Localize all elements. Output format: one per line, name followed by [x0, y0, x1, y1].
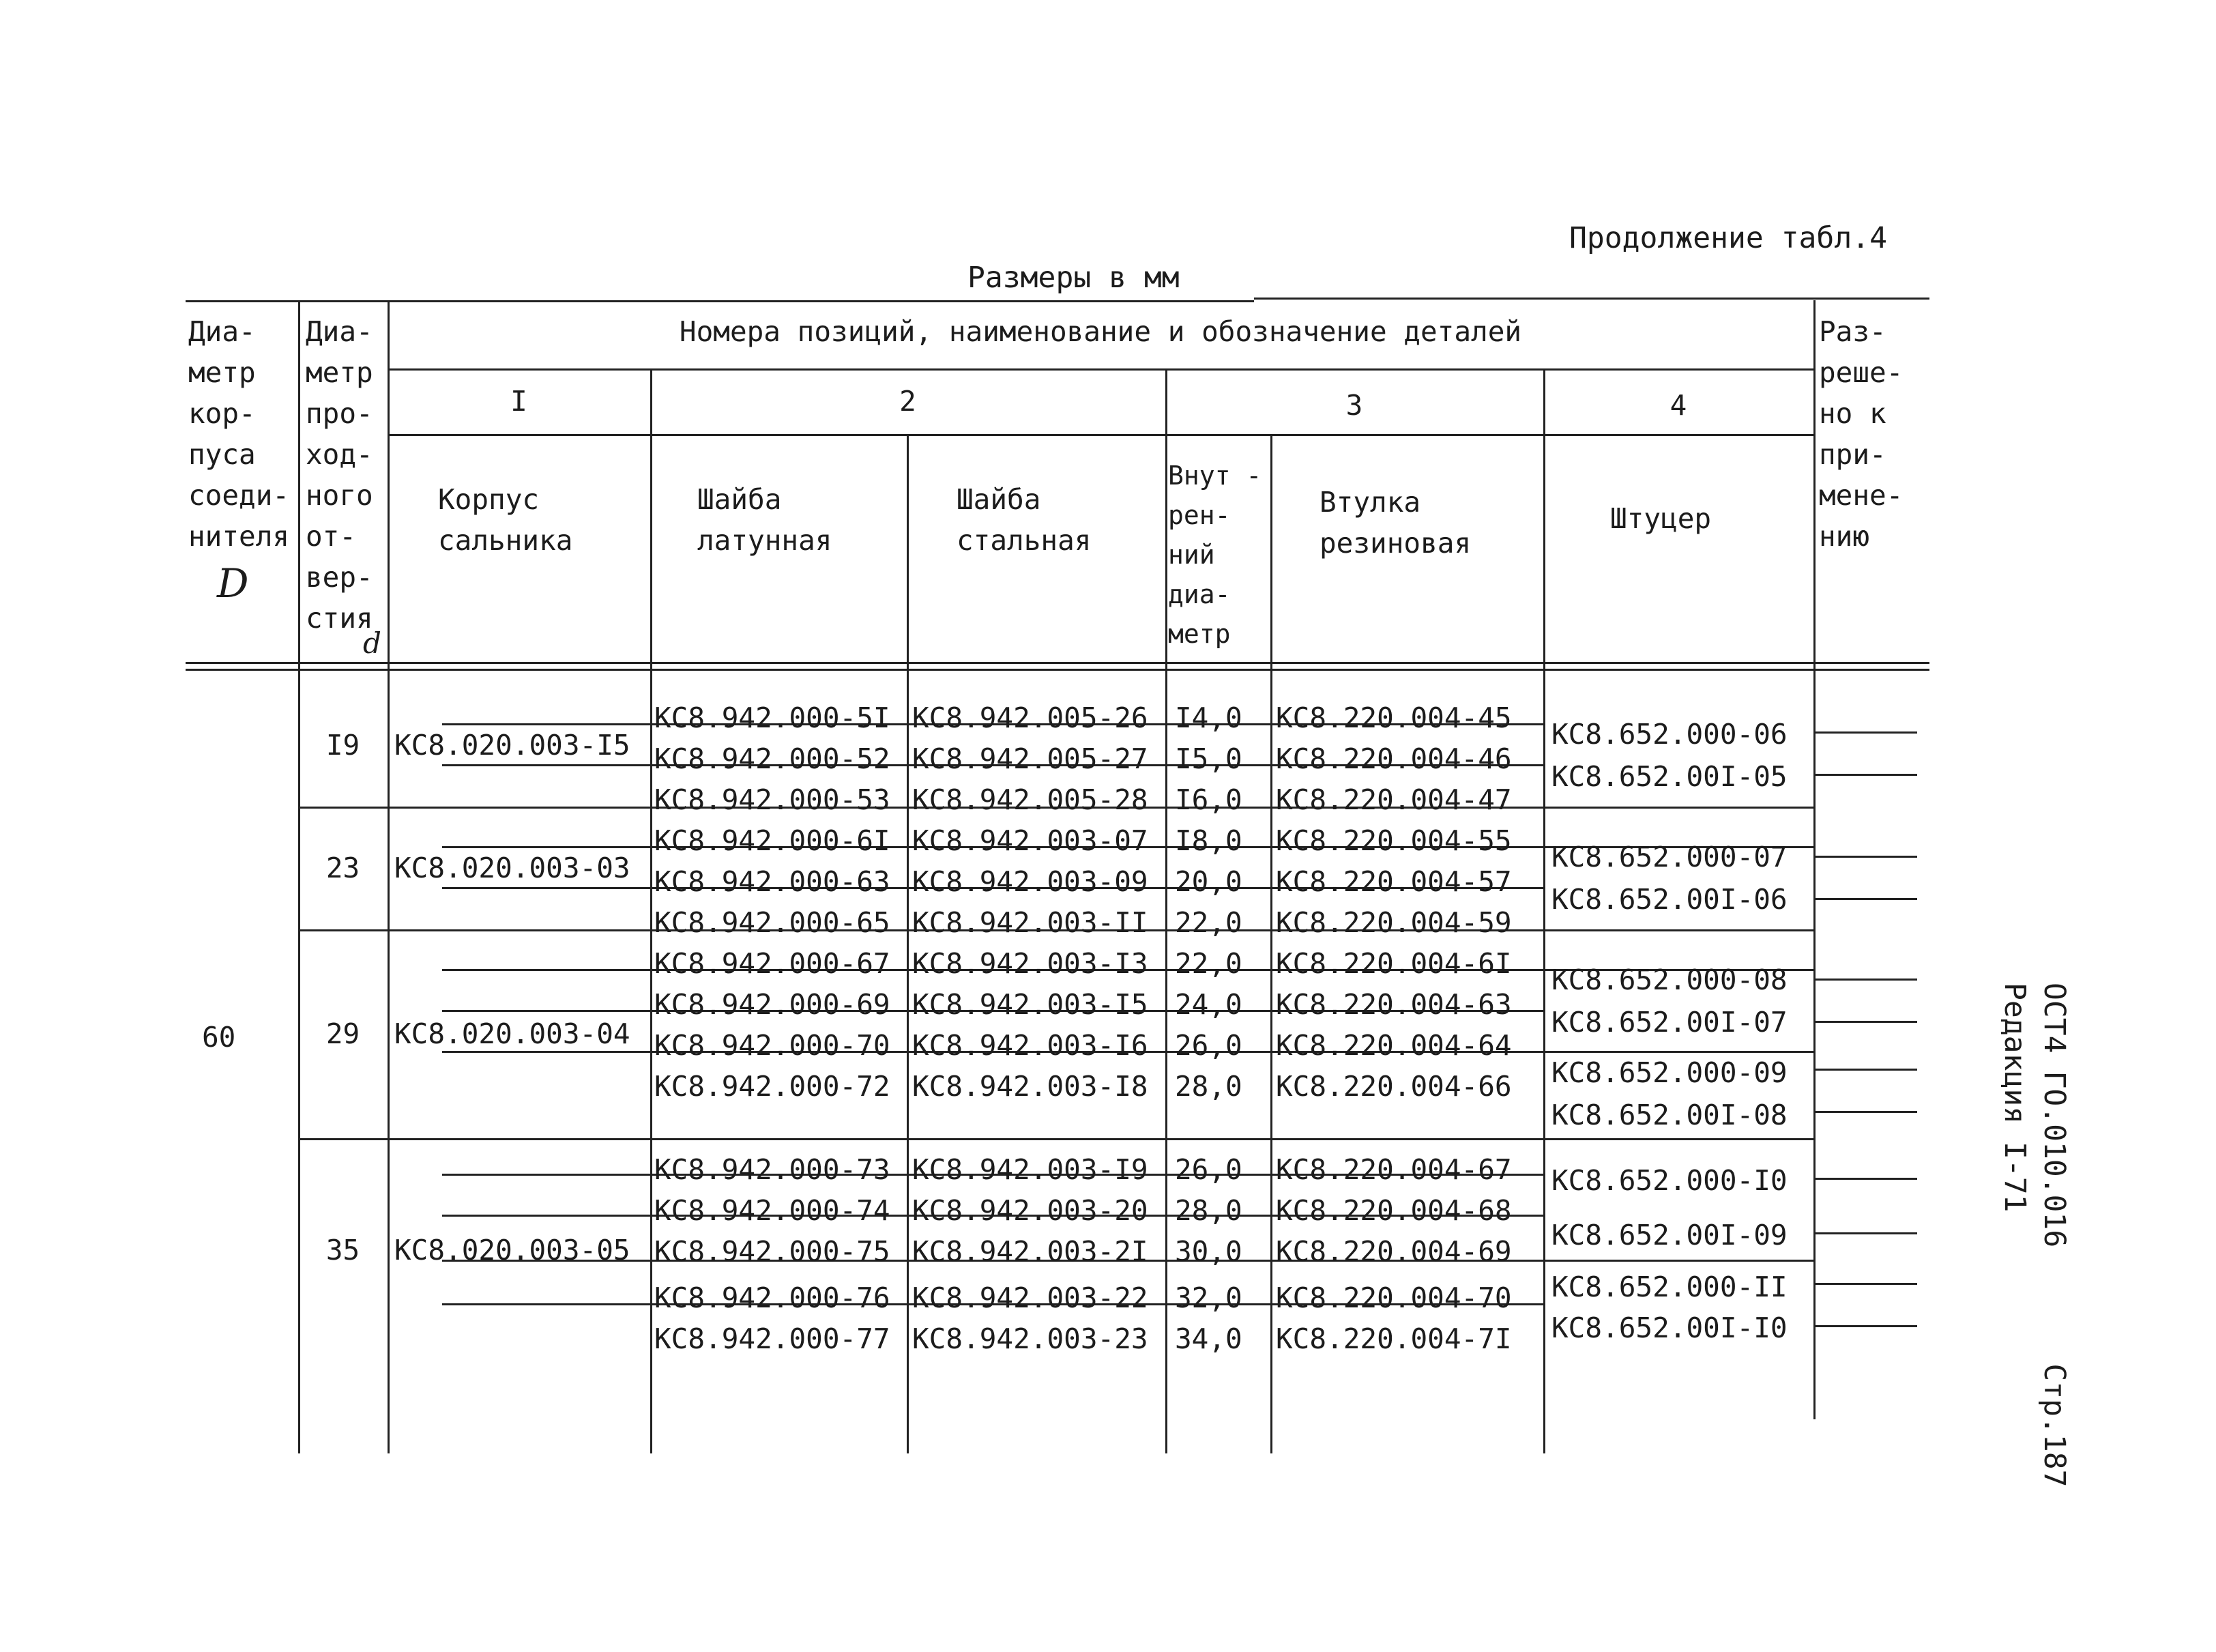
steel-washer-code: КС8.942.003-09 [912, 865, 1148, 898]
inner-diameter-value: 26,0 [1175, 1153, 1242, 1186]
units-label: Размеры в мм [967, 261, 1180, 295]
fitting-code: КС8.652.000-II [1551, 1271, 1788, 1303]
rubber-bushing-code: КС8.220.004-64 [1276, 1029, 1512, 1062]
allowed-line [1813, 774, 1917, 776]
allowed-line [1813, 979, 1917, 981]
header-double-line [186, 662, 1929, 664]
header-brass-washer: Шайба [697, 483, 782, 516]
header-steel-washer: стальная [957, 524, 1092, 557]
rubber-bushing-code: КС8.220.004-57 [1276, 865, 1512, 898]
inner-diameter-value: 22,0 [1175, 906, 1242, 939]
steel-washer-code: КС8.942.003-22 [912, 1281, 1148, 1314]
allowed-line [1813, 731, 1917, 734]
fitting-code: КС8.652.00I-06 [1551, 883, 1788, 916]
allowed-line [1813, 1021, 1917, 1023]
brass-washer-code: КС8.942.000-75 [654, 1235, 890, 1268]
position-number: 2 [899, 385, 916, 418]
rubber-bushing-code: КС8.220.004-59 [1276, 906, 1512, 939]
brass-washer-code: КС8.942.000-77 [654, 1322, 890, 1355]
header-body-diameter: соеди- [188, 479, 290, 512]
header-body-diameter: метр [188, 356, 256, 389]
steel-washer-code: КС8.942.003-I8 [912, 1070, 1148, 1103]
header-inner-diameter: ний [1168, 540, 1215, 570]
rubber-bushing-code: КС8.220.004-63 [1276, 988, 1512, 1021]
inner-diameter-value: 28,0 [1175, 1194, 1242, 1227]
brass-washer-code: КС8.942.000-63 [654, 865, 890, 898]
column-line [388, 300, 390, 1453]
brass-washer-code: КС8.942.000-72 [654, 1070, 890, 1103]
table-top-line [1254, 298, 1929, 300]
header-body-diameter: кор- [188, 397, 256, 430]
row-divider [1543, 1260, 1813, 1262]
fitting-code: КС8.652.000-I0 [1551, 1164, 1788, 1197]
brass-washer-code: КС8.942.000-67 [654, 947, 890, 980]
rubber-bushing-code: КС8.220.004-66 [1276, 1070, 1512, 1103]
header-allowed: реше- [1819, 356, 1904, 389]
brass-washer-code: КС8.942.000-73 [654, 1153, 890, 1186]
header-brass-washer: латунная [697, 524, 832, 557]
allowed-line [1813, 1178, 1917, 1180]
header-body-diameter: нителя [188, 520, 290, 553]
column-line [1165, 368, 1167, 1453]
inner-diameter-value: 30,0 [1175, 1235, 1242, 1268]
bore-diameter-value: 35 [325, 1234, 360, 1266]
steel-washer-code: КС8.942.005-26 [912, 701, 1148, 734]
steel-washer-code: КС8.942.003-I9 [912, 1153, 1148, 1186]
rubber-bushing-code: КС8.220.004-46 [1276, 742, 1512, 775]
inner-diameter-value: 20,0 [1175, 865, 1242, 898]
rubber-bushing-code: КС8.220.004-70 [1276, 1281, 1512, 1314]
brass-washer-code: КС8.942.000-52 [654, 742, 890, 775]
page-number: Стр.187 [2037, 1363, 2071, 1488]
brass-washer-code: КС8.942.000-53 [654, 783, 890, 816]
rubber-bushing-code: КС8.220.004-45 [1276, 701, 1512, 734]
header-gland-body: сальника [438, 524, 573, 557]
standard-code: ОСТ4 ГО.010.016 [2037, 983, 2071, 1248]
header-bore-diameter: метр [306, 356, 373, 389]
inner-diameter-value: 28,0 [1175, 1070, 1242, 1103]
allowed-line [1813, 898, 1917, 900]
fitting-code: КС8.652.000-09 [1551, 1056, 1788, 1089]
allowed-line [1813, 1283, 1917, 1285]
inner-diameter-value: 22,0 [1175, 947, 1242, 980]
bore-diameter-value: 29 [325, 1017, 360, 1050]
steel-washer-code: КС8.942.005-27 [912, 742, 1148, 775]
inner-diameter-value: 26,0 [1175, 1029, 1242, 1062]
header-inner-diameter: рен- [1168, 500, 1231, 530]
inner-diameter-value: I6,0 [1175, 783, 1242, 816]
header-bore-diameter: Диа- [306, 315, 373, 348]
fitting-code: КС8.652.000-08 [1551, 963, 1788, 996]
gland-body-code: КС8.020.003-05 [394, 1234, 630, 1266]
header-double-line [186, 669, 1929, 671]
position-number: 4 [1670, 389, 1687, 422]
steel-washer-code: КС8.942.003-I3 [912, 947, 1148, 980]
column-line [907, 434, 909, 1453]
header-steel-washer: Шайба [957, 483, 1041, 516]
header-allowed: мене- [1819, 479, 1904, 512]
header-inner-diameter: диа- [1168, 579, 1231, 609]
fitting-code: КС8.652.00I-08 [1551, 1099, 1788, 1131]
header-allowed: но к [1819, 397, 1886, 430]
edition-label: Редакция I-71 [1998, 983, 2032, 1213]
table-top-line [186, 300, 1254, 302]
column-line [1270, 434, 1272, 1453]
header-allowed: нию [1819, 520, 1870, 553]
steel-washer-code: КС8.942.003-07 [912, 824, 1148, 857]
allowed-line [1813, 856, 1917, 858]
inner-diameter-value: 32,0 [1175, 1281, 1242, 1314]
header-body-diameter: пуса [188, 438, 256, 471]
inner-diameter-value: 24,0 [1175, 988, 1242, 1021]
bore-diameter-value: 23 [325, 852, 360, 884]
allowed-line [1813, 1111, 1917, 1113]
inner-diameter-value: 34,0 [1175, 1322, 1242, 1355]
rubber-bushing-code: КС8.220.004-68 [1276, 1194, 1512, 1227]
fitting-code: КС8.652.00I-05 [1551, 760, 1788, 793]
position-number: 3 [1345, 389, 1363, 422]
allowed-line [1813, 1069, 1917, 1071]
steel-washer-code: КС8.942.003-I6 [912, 1029, 1148, 1062]
brass-washer-code: КС8.942.000-74 [654, 1194, 890, 1227]
header-inner-diameter: метр [1168, 619, 1231, 649]
steel-washer-code: КС8.942.003-20 [912, 1194, 1148, 1227]
header-gland-body: Корпус [438, 483, 540, 516]
side-note [1995, 983, 2074, 1488]
steel-washer-code: КС8.942.005-28 [912, 783, 1148, 816]
symbol-d: d [363, 626, 381, 660]
steel-washer-code: КС8.942.003-II [912, 906, 1148, 939]
gland-body-code: КС8.020.003-04 [394, 1017, 630, 1050]
brass-washer-code: КС8.942.000-65 [654, 906, 890, 939]
steel-washer-code: КС8.942.003-I5 [912, 988, 1148, 1021]
header-bore-diameter: ход- [306, 438, 373, 471]
allowed-line [1813, 1325, 1917, 1327]
header-rubber-bushing: Втулка [1320, 486, 1421, 519]
group-divider [298, 1138, 1813, 1140]
header-bore-diameter: стия [306, 602, 373, 635]
brass-washer-code: КС8.942.000-69 [654, 988, 890, 1021]
inner-diameter-value: I5,0 [1175, 742, 1242, 775]
header-bore-diameter: от- [306, 520, 357, 553]
fitting-code: КС8.652.00I-I0 [1551, 1312, 1788, 1344]
header-subline [388, 368, 1813, 371]
symbol-D: D [217, 560, 249, 607]
brass-washer-code: КС8.942.000-5I [654, 701, 890, 734]
inner-diameter-value: I8,0 [1175, 824, 1242, 857]
gland-body-code: КС8.020.003-03 [394, 852, 630, 884]
header-group-title: Номера позиций, наименование и обозначение деталей [679, 315, 1522, 348]
row-divider [1543, 1051, 1813, 1053]
body-diameter-value: 60 [202, 1021, 236, 1054]
header-bore-diameter: вер- [306, 561, 373, 594]
steel-washer-code: КС8.942.003-23 [912, 1322, 1148, 1355]
column-line [1543, 368, 1545, 1453]
gland-body-code: КС8.020.003-I5 [394, 729, 630, 762]
brass-washer-code: КС8.942.000-70 [654, 1029, 890, 1062]
brass-washer-code: КС8.942.000-6I [654, 824, 890, 857]
header-body-diameter: Диа- [188, 315, 256, 348]
inner-diameter-value: I4,0 [1175, 701, 1242, 734]
fitting-code: КС8.652.00I-07 [1551, 1006, 1788, 1039]
header-subline [388, 434, 1813, 436]
header-rubber-bushing: резиновая [1320, 527, 1472, 560]
header-allowed: Раз- [1819, 315, 1886, 348]
bore-diameter-value: I9 [325, 729, 360, 762]
header-inner-diameter: Внут - [1168, 461, 1262, 491]
column-line [650, 368, 652, 1453]
rubber-bushing-code: КС8.220.004-6I [1276, 947, 1512, 980]
allowed-line [1813, 1232, 1917, 1234]
rubber-bushing-code: КС8.220.004-67 [1276, 1153, 1512, 1186]
brass-washer-code: КС8.942.000-76 [654, 1281, 890, 1314]
header-bore-diameter: про- [306, 397, 373, 430]
rubber-bushing-code: КС8.220.004-7I [1276, 1322, 1512, 1355]
header-bore-diameter: ного [306, 479, 373, 512]
continuation-label: Продолжение табл.4 [1569, 221, 1887, 255]
steel-washer-code: КС8.942.003-2I [912, 1235, 1148, 1268]
fitting-code: КС8.652.00I-09 [1551, 1219, 1788, 1251]
rubber-bushing-code: КС8.220.004-69 [1276, 1235, 1512, 1268]
rubber-bushing-code: КС8.220.004-47 [1276, 783, 1512, 816]
position-number: I [510, 385, 527, 418]
fitting-code: КС8.652.000-06 [1551, 718, 1788, 751]
rubber-bushing-code: КС8.220.004-55 [1276, 824, 1512, 857]
column-line [1813, 300, 1816, 1419]
header-allowed: при- [1819, 438, 1886, 471]
header-fitting: Штуцер [1610, 502, 1712, 535]
fitting-code: КС8.652.000-07 [1551, 841, 1788, 873]
